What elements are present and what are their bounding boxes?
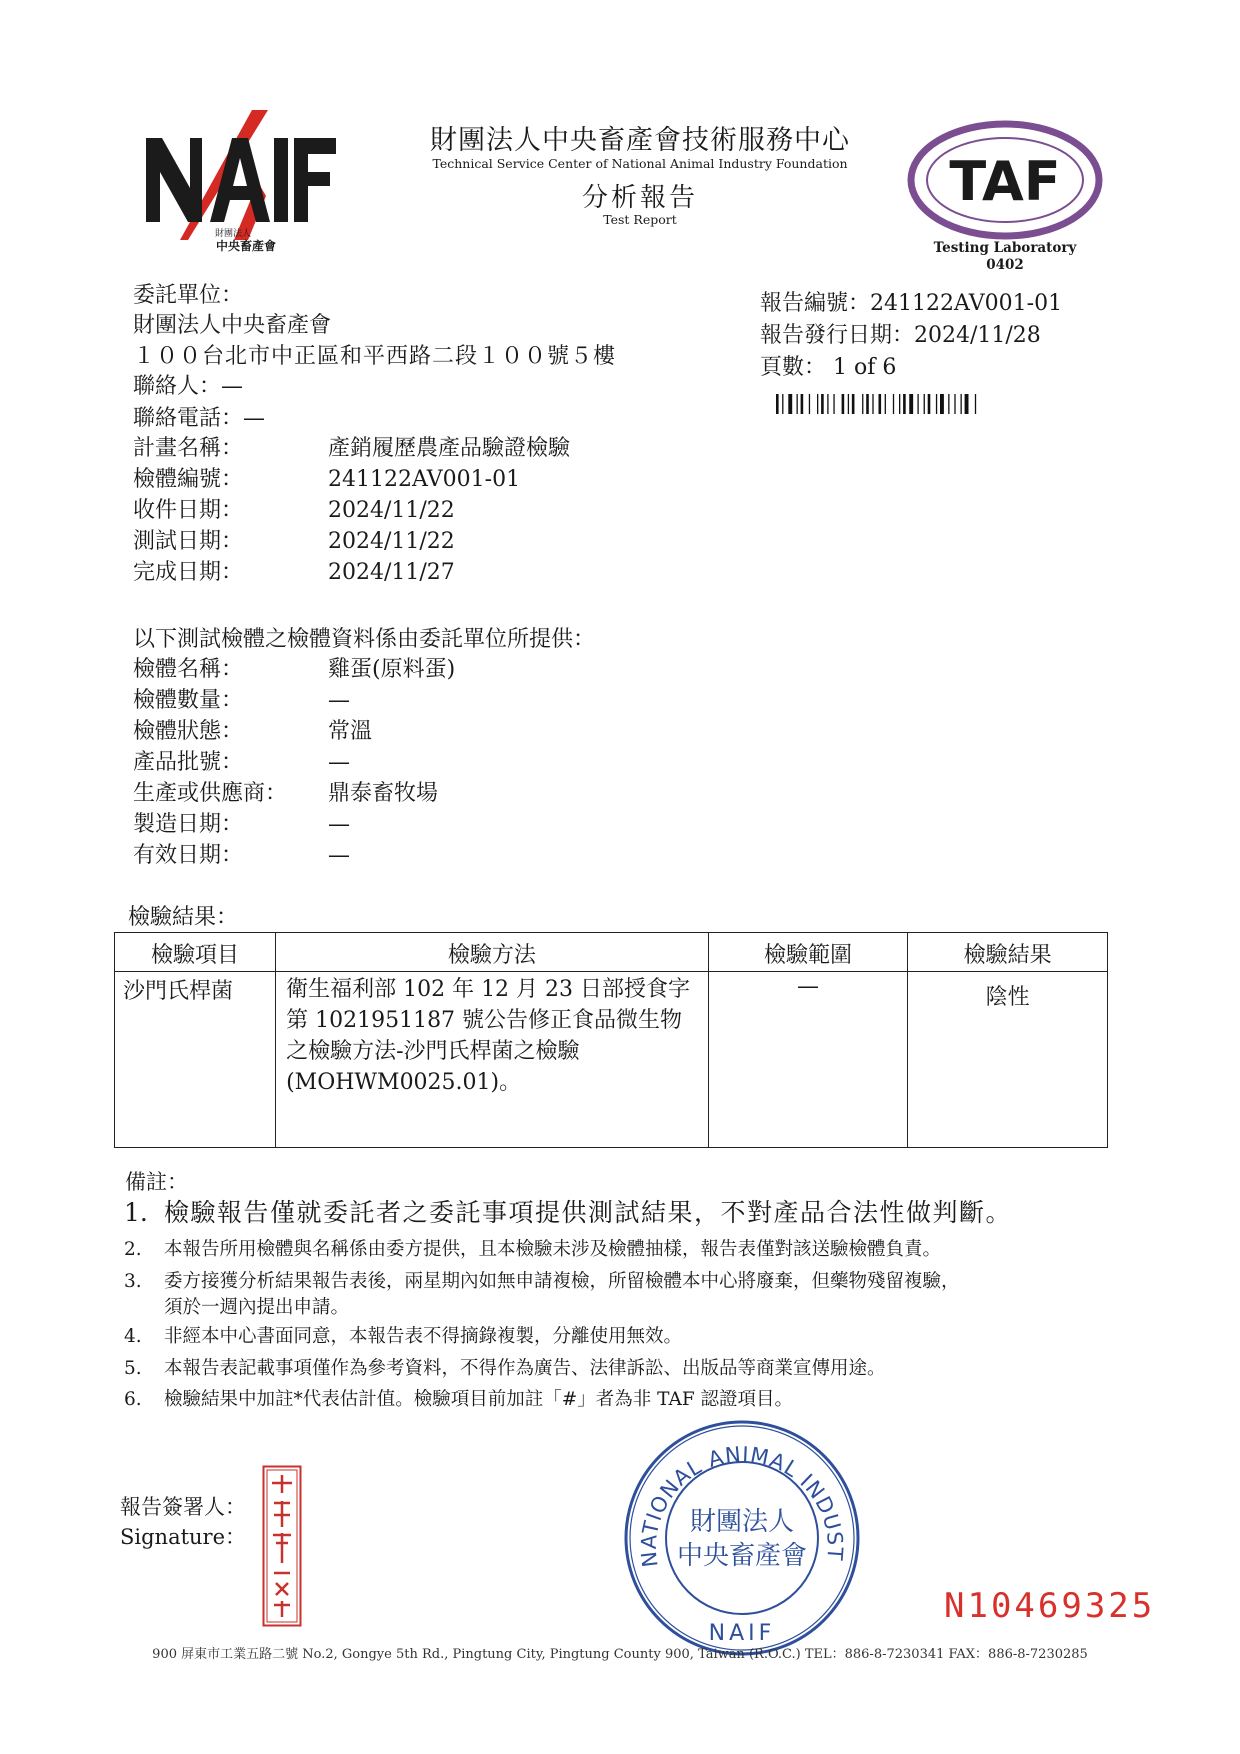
barcode-bar: [801, 394, 804, 414]
method-line: 之檢驗方法-沙門氏桿菌之檢驗: [286, 1039, 580, 1064]
barcode: [776, 394, 1052, 414]
barcode-bar: [782, 394, 783, 414]
signature-label-zh: 報告簽署人：: [120, 1495, 246, 1519]
sample-intro: 以下測試檢體之檢體資料係由委託單位所提供：: [133, 627, 596, 652]
barcode-bar: [852, 394, 855, 414]
field-label: 產品批號：: [133, 750, 244, 775]
barcode-bar: [821, 394, 824, 414]
info-row: [133, 749, 733, 777]
note-item: [124, 1237, 942, 1262]
note-number: 2.: [124, 1239, 142, 1260]
note-text: 本報告所用檢體與名稱係由委方提供，且本檢驗未涉及檢體抽樣，報告表僅對該送驗檢體負責。: [164, 1239, 942, 1260]
info-row: [133, 497, 733, 525]
field-label: 完成日期：: [133, 560, 244, 585]
notes-title: 備註：: [125, 1170, 188, 1194]
results-header-row: [115, 933, 1108, 972]
info-row: [133, 559, 733, 587]
field-label: 有效日期：: [133, 843, 244, 868]
header-result: 檢驗結果: [908, 933, 1108, 972]
barcode-bar: [954, 394, 955, 414]
field-label: 檢體名稱：: [133, 657, 244, 682]
info-row: [133, 435, 733, 463]
field-label: 檢體數量：: [133, 688, 244, 713]
note-number: 1.: [124, 1198, 148, 1227]
field-value: —: [328, 750, 350, 775]
footer: 900 屏東市工業五路二號 No.2, Gongye 5th Rd., Pingtung City, Pingtung County 900, Taiwan (R.O.C.) TEL：886-8-7230341 FAX：886-8-7230285: [152, 1647, 1088, 1662]
client-label: 委託單位：: [133, 283, 244, 308]
barcode-bar: [817, 394, 818, 414]
barcode-bar: [872, 394, 873, 414]
barcode-bar: [833, 394, 834, 414]
barcode-bar: [827, 394, 828, 414]
note-text: 須於一週內提出申請。: [164, 1297, 350, 1318]
taf-logo-text: TAF: [949, 150, 1061, 213]
info-row: [133, 528, 733, 556]
info-row: [133, 718, 733, 746]
field-value: 2024/11/27: [328, 560, 455, 585]
barcode-bar: [965, 394, 969, 414]
info-row: [133, 842, 733, 870]
report-title-en: Test Report: [603, 212, 677, 227]
barcode-bar: [776, 394, 779, 414]
barcode-bar: [809, 394, 810, 414]
field-value: 鼎泰畜牧場: [328, 781, 439, 806]
barcode-bar: [893, 394, 894, 414]
seal-center-line1: 財團法人: [689, 1507, 795, 1537]
note-item: [124, 1324, 683, 1349]
note-item: [124, 1387, 794, 1412]
field-value: 常溫: [328, 719, 373, 744]
barcode-bar: [928, 394, 931, 414]
info-row: [133, 780, 733, 808]
barcode-bar: [917, 394, 918, 414]
field-value: 241122AV001-01: [328, 467, 521, 492]
note-text: 檢驗報告僅就委託者之委託事項提供測試結果，不對產品合法性做判斷。: [164, 1198, 1013, 1227]
barcode-bar: [879, 394, 882, 414]
foundation-seal: [620, 1416, 864, 1660]
header-method: 檢驗方法: [276, 933, 709, 972]
org-name-zh: 財團法人中央畜產會技術服務中心: [430, 125, 850, 156]
table-row: [115, 972, 1108, 1148]
seal-ring-text: NATIONAL ANIMAL INDUST: [636, 1442, 848, 1569]
note-text: 檢驗結果中加註*代表估計值。檢驗項目前加註「#」者為非 TAF 認證項目。: [164, 1389, 794, 1410]
field-value: —: [328, 843, 350, 868]
barcode-bar: [961, 394, 962, 414]
results-table: [114, 932, 1108, 1148]
client-address: １００台北市中正區和平西路二段１００號５樓: [133, 344, 617, 369]
cell-item: 沙門氏桿菌: [115, 972, 276, 1148]
barcode-bar: [975, 394, 976, 414]
field-label: 檢體狀態：: [133, 719, 244, 744]
barcode-bar: [940, 394, 944, 414]
barcode-bar: [948, 394, 949, 414]
naif-logo-sub2: 中央畜產會: [216, 239, 277, 253]
info-row: [133, 687, 733, 715]
signature-label-en: Signature：: [120, 1525, 247, 1549]
note-number: 6.: [124, 1389, 142, 1410]
client-contact: 聯絡人：—: [133, 374, 244, 399]
taf-caption-line2: 0402: [986, 257, 1024, 273]
note-number: 3.: [124, 1271, 142, 1292]
naif-logo-sub1: 財團法人: [215, 229, 252, 239]
field-label: 製造日期：: [133, 812, 244, 837]
client-phone: 聯絡電話：—: [133, 406, 266, 431]
method-line: (MOHWM0025.01)。: [286, 1070, 522, 1095]
info-row: [133, 656, 733, 684]
org-name-en: Technical Service Center of National Animal Industry Foundation: [432, 156, 848, 171]
taf-logo: [905, 118, 1105, 243]
field-value: 2024/11/22: [328, 529, 455, 554]
page-count: 頁數： 1 of 6: [760, 355, 897, 380]
method-line: 第 1021951187 號公告修正食品微生物: [286, 1008, 683, 1033]
issue-date: 報告發行日期：2024/11/28: [760, 323, 1041, 348]
taf-caption-line1: Testing Laboratory: [933, 240, 1077, 256]
note-number: 4.: [124, 1326, 142, 1347]
field-value: —: [328, 688, 350, 713]
barcode-bar: [788, 394, 792, 414]
field-value: 2024/11/22: [328, 498, 455, 523]
info-row: [133, 811, 733, 839]
note-text: 本報告表記載事項僅作為參考資料，不得作為廣告、法律訴訟、出版品等商業宣傳用途。: [164, 1358, 886, 1379]
note-text: 非經本中心書面同意，本報告表不得摘錄複製，分離使用無效。: [164, 1326, 683, 1347]
field-value: —: [328, 812, 350, 837]
client-name: 財團法人中央畜產會: [133, 313, 332, 338]
results-title: 檢驗結果：: [128, 905, 239, 930]
note-item: [124, 1198, 1013, 1227]
note-item: [124, 1269, 960, 1294]
seal-bottom: NAIF: [708, 1621, 776, 1646]
note-item: [124, 1356, 886, 1381]
note-number: 5.: [124, 1358, 142, 1379]
field-value: 雞蛋(原料蛋): [328, 657, 456, 682]
field-label: 生產或供應商：: [133, 781, 288, 806]
signature-stamp: [262, 1465, 302, 1627]
field-label: 計畫名稱：: [133, 436, 244, 461]
taf-caption: [905, 240, 1105, 274]
signature-label: [120, 1492, 246, 1552]
report-title-zh: 分析報告: [581, 183, 698, 213]
barcode-bar: [909, 394, 913, 414]
note-text: 委方接獲分析結果報告表後，兩星期內如無申請複檢，所留檢體本中心將廢棄，但藥物殘留複驗，: [164, 1271, 960, 1292]
barcode-bar: [862, 394, 863, 414]
field-value: 產銷履歷農產品驗證檢驗: [328, 436, 571, 461]
method-line: 衛生福利部 102 年 12 月 23 日部授食字: [286, 977, 691, 1002]
barcode-bar: [842, 394, 845, 414]
cell-result: 陰性: [908, 972, 1108, 1148]
barcode-bar: [924, 394, 925, 414]
field-label: 測試日期：: [133, 529, 244, 554]
barcode-bar: [848, 394, 849, 414]
barcode-bar: [936, 394, 937, 414]
barcode-bar: [866, 394, 869, 414]
header-range: 檢驗範圍: [708, 933, 908, 972]
cell-range: —: [708, 972, 908, 1148]
naif-logo: [140, 110, 340, 255]
field-label: 檢體編號：: [133, 467, 244, 492]
barcode-bar: [885, 394, 886, 414]
barcode-bar: [903, 394, 906, 414]
field-label: 收件日期：: [133, 498, 244, 523]
seal-center-line2: 中央畜產會: [676, 1541, 808, 1571]
report-number: 報告編號：241122AV001-01: [760, 291, 1063, 316]
info-row: [133, 466, 733, 494]
serial-number: N10469325: [944, 1586, 1156, 1626]
cell-method: [276, 972, 709, 1148]
barcode-bar: [899, 394, 900, 414]
header-item: 檢驗項目: [115, 933, 276, 972]
barcode-bar: [797, 394, 798, 414]
